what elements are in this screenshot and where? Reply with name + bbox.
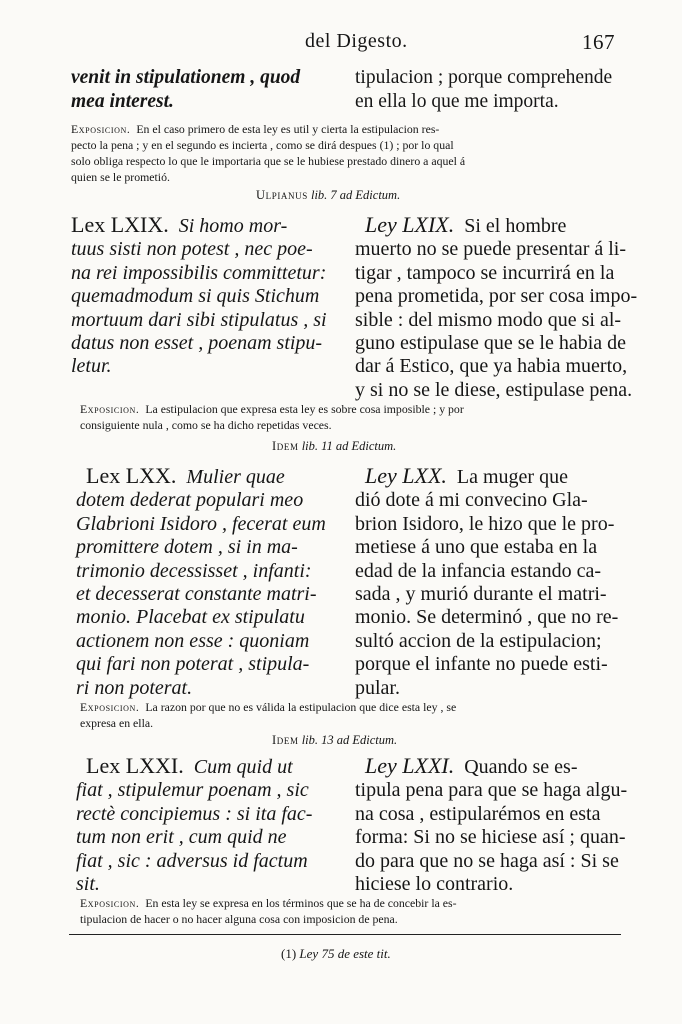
latin-line: datus non esset , poenam stipu- xyxy=(71,332,323,355)
latin-line: mortuum dari sibi stipulatus , si xyxy=(71,308,327,331)
latin-line: tuus sisti non potest , nec poe- xyxy=(71,238,313,261)
latin-line: monio. Placebat ex stipulatu xyxy=(76,606,305,629)
spanish-line: brion Isidoro, le hizo que le pro- xyxy=(355,512,615,535)
latin-line: et decesserat constante matri- xyxy=(76,583,317,606)
exposicion-label: Exposicion. xyxy=(80,402,140,416)
latin-line: dotem dederat populari meo xyxy=(76,489,304,512)
exposicion-text: pecto la pena ; y en el segundo es incierta , como se dirá despues (1) ; por lo qual xyxy=(71,138,454,152)
lex-label: Lex LXX. xyxy=(86,463,177,488)
spanish-line: pena prometida, por ser cosa impo- xyxy=(355,285,638,308)
spanish-line: Quando se es- xyxy=(464,756,578,778)
latin-line: qui fari non poterat , stipula- xyxy=(76,653,310,676)
source-citation xyxy=(256,188,400,203)
spanish-line: muerto no se puede presentar á li- xyxy=(355,238,627,261)
latin-line: quemadmodum si quis Stichum xyxy=(71,285,320,308)
footnote-rule xyxy=(69,934,621,935)
latin-line: Mulier quae xyxy=(186,466,285,488)
lex-label: Lex LXIX. xyxy=(71,212,169,237)
ley-70-spanish xyxy=(355,464,621,700)
spanish-line: sada , y murió durante el matri- xyxy=(355,583,607,606)
spanish-line: La muger que xyxy=(456,466,568,488)
ley-label: Ley LXIX. xyxy=(365,212,455,237)
exposicion-text: expresa en ella. xyxy=(80,716,154,730)
source-reference: lib. 13 ad Edictum. xyxy=(301,733,398,747)
exposicion-text: En esta ley se expresa en los términos que se ha de concebir la es- xyxy=(145,896,457,910)
lex-71-latin xyxy=(76,754,338,896)
footnote-text: Ley 75 de este tit. xyxy=(299,946,391,961)
source-reference: lib. 11 ad Edictum. xyxy=(301,439,397,453)
spanish-line: en ella lo que me importa. xyxy=(355,91,559,112)
spanish-line: pular. xyxy=(355,676,400,699)
latin-line: Cum quid ut xyxy=(193,756,293,778)
latin-line: actionem non esse : quoniam xyxy=(76,629,310,652)
latin-line: fiat , sic : adversus id factum xyxy=(76,849,308,872)
spanish-line: dar á Estico, que ya habia muerto, xyxy=(355,355,628,378)
source-author: Idem xyxy=(272,439,299,453)
latin-line: venit in stipulationem , quod xyxy=(71,67,301,88)
source-author: Ulpianus xyxy=(256,188,308,202)
spanish-line: tipula pena para que se haga algu- xyxy=(355,779,628,802)
lex-label: Lex LXXI. xyxy=(86,753,184,778)
latin-line: trimonio decessisset , infanti: xyxy=(76,559,312,582)
latin-line: na rei impossibilis committetur: xyxy=(71,261,327,284)
ley-71-spanish xyxy=(355,753,628,896)
spanish-line: sible : del mismo modo que si al- xyxy=(355,308,622,331)
source-author: Idem xyxy=(272,733,299,747)
exposicion-text: consiguiente nula , como se ha dicho repetidas veces. xyxy=(80,418,332,432)
source-citation xyxy=(272,439,396,454)
exposicion-block xyxy=(71,121,619,185)
source-reference: lib. 7 ad Edictum. xyxy=(310,188,401,202)
spanish-line: tigar , tampoco se incurrirá en la xyxy=(355,261,615,284)
latin-line: promittere dotem , si in ma- xyxy=(76,536,298,559)
exposicion-text: tipulacion de hacer o no hacer alguna cosa con imposicion de pena. xyxy=(80,912,398,926)
lex-70-latin xyxy=(76,464,338,700)
footnote-marker: (1) xyxy=(281,946,297,961)
latin-line: fiat , stipulemur poenam , sic xyxy=(76,779,309,802)
latin-line: rectè concipiemus : si ita fac- xyxy=(76,802,313,825)
exposicion-block xyxy=(80,699,620,731)
spanish-line: porque el infante no puede esti- xyxy=(355,653,608,676)
spanish-line: dió dote á mi convecino Gla- xyxy=(355,489,588,512)
ley-label: Ley LXXI. xyxy=(365,753,455,778)
exposicion-text: quien se le prometió. xyxy=(71,170,170,184)
latin-line: tum non erit , cum quid ne xyxy=(76,826,287,849)
latin-line: letur. xyxy=(71,355,112,378)
exposicion-text: En el caso primero de esta ley es util y cierta la estipulacion res- xyxy=(136,122,440,136)
latin-line: Glabrioni Isidoro , fecerat eum xyxy=(76,512,326,535)
spanish-line: hiciese lo contrario. xyxy=(355,873,514,896)
running-head-title: del Digesto. xyxy=(305,30,408,52)
footnote xyxy=(281,946,391,962)
latin-line: ri non poterat. xyxy=(76,676,193,699)
latin-line: sit. xyxy=(76,873,100,896)
exposicion-label: Exposicion. xyxy=(80,700,140,714)
spanish-line: tipulacion ; porque comprehende xyxy=(355,67,613,88)
exposicion-label: Exposicion. xyxy=(80,896,140,910)
spanish-line: guno estipulase que se le habia de xyxy=(355,332,627,355)
spanish-line: metiese á uno que estaba en la xyxy=(355,536,598,559)
ley-69-spanish xyxy=(355,212,638,402)
spanish-line: sultó accion de la estipulacion; xyxy=(355,629,602,652)
page-number: 167 xyxy=(582,30,615,54)
exposicion-text: La razon por que no es válida la estipulacion que dice esta ley , se xyxy=(145,700,457,714)
source-citation xyxy=(272,733,397,748)
spanish-line: do para que no se haga así : Si se xyxy=(355,849,619,872)
exposicion-text: La estipulacion que expresa esta ley es sobre cosa imposible ; y por xyxy=(145,402,464,416)
spanish-line: edad de la infancia estando ca- xyxy=(355,559,601,582)
exposicion-block xyxy=(80,895,620,927)
exposicion-text: solo obliga respecto lo que le importaria que se le hubiese prestado dinero a aquel á xyxy=(71,154,466,168)
spanish-continuation xyxy=(355,66,620,114)
latin-line: mea interest. xyxy=(71,91,174,112)
exposicion-block xyxy=(80,401,620,433)
spanish-line: y si no se le diese, estipulase pena. xyxy=(355,378,633,401)
spanish-line: monio. Se determinó , que no re- xyxy=(355,606,619,629)
ley-label: Ley LXX. xyxy=(365,463,447,488)
latin-continuation xyxy=(71,66,333,114)
spanish-line: na cosa , estipularémos en esta xyxy=(355,802,601,825)
exposicion-label: Exposicion. xyxy=(71,122,131,136)
latin-line: Si homo mor- xyxy=(178,215,288,237)
spanish-line: forma: Si no se hiciese así ; quan- xyxy=(355,826,626,849)
lex-69-latin xyxy=(71,213,336,379)
spanish-line: Si el hombre xyxy=(464,215,567,237)
